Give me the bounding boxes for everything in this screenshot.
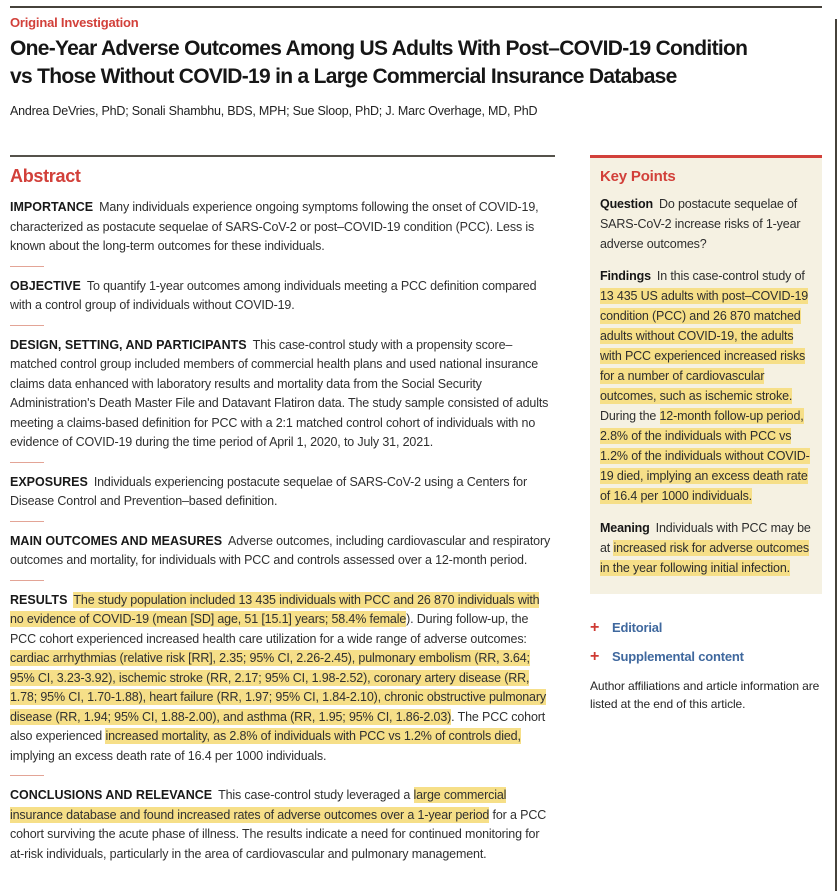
section-text: Individuals experiencing postacute sequelae of SARS-CoV-2 using a Centers for Disease Control and Prevention–based definition. [10,474,527,508]
section-text: The study population included 13 435 individuals with PCC and 26 870 individuals with no evidence of COVID-19 (mean [SD] age, 51 [15.1] years; 58.4% female). During follow-up, the PCC cohort experienced increased health care utilization for a wide range of adverse outcomes: cardiac arrhythmias (relative risk [RR], 2.35; 95% CI, 2.26-2.45), pulmonary embolism (RR, 3.64; 95% CI, 3.23-3.92), ischemic stroke (RR, 2.17; 95% CI, 1.98-2.52), coronary artery disease (RR, 1.78; 95% CI, 1.70-1.88), heart failure (RR, 1.97; 95% CI, 1.84-2.10), chronic obstructive pulmonary disease (RR, 1.94; 95% CI, 1.88-2.00), and asthma (RR, 1.95; 95% CI, 1.86-2.03). The PCC cohort also experienced increased mortality, as 2.8% of individuals with PCC vs 1.2% of controls died, implying an excess death rate of 16.4 per 1000 individuals. [10,592,546,763]
section-label: OBJECTIVE [10,278,81,293]
key-point-text: Do postacute sequelae of SARS-CoV-2 increase risks of 1-year adverse outcomes? [600,197,801,251]
section-divider [10,325,44,326]
key-point-text: Individuals with PCC may be at increased risk for adverse outcomes in the year following initial infection. [600,521,811,575]
section-divider [10,462,44,463]
section-text: To quantify 1-year outcomes among individuals meeting a PCC definition compared with a control group of individuals without COVID-19. [10,278,537,312]
page-top-rule [10,6,822,8]
supplemental-content-link[interactable] [590,649,822,664]
editorial-link-label: Editorial [612,620,663,635]
section-label: MAIN OUTCOMES AND MEASURES [10,533,223,548]
page-right-border [835,19,837,891]
sidebar [590,155,822,713]
sidebar-links [590,620,822,664]
article-authors: Andrea DeVries, PhD; Sonali Shambhu, BDS, MPH; Sue Sloop, PhD; J. Marc Overhage, MD, PhD [10,104,538,118]
editorial-link[interactable] [590,620,822,635]
section-label: DESIGN, SETTING, AND PARTICIPANTS [10,337,247,352]
section-text: Many individuals experience ongoing symptoms following the onset of COVID-19, characterized as postacute sequelae of SARS-CoV-2 or post–COVID-19 condition (PCC). Less is known about the long-term outcomes for these individuals. [10,200,539,253]
key-point-meaning [600,518,812,578]
supplemental-content-link-label: Supplemental content [612,649,744,664]
main-columns [10,155,822,864]
key-points-panel [590,155,822,594]
section-text: This case-control study with a propensity score–matched control group included members of commercial health plans and used national insurance claims data enhanced with laboratory results and mortality data from the Social Security Administration's Death Master File and Datavant Flatiron data. The study sample consisted of adults meeting a claims-based definition for PCC with a 2:1 matched control cohort of individuals with no evidence of COVID-19 during the time period of April 1, 2020, to July 31, 2021. [10,337,549,449]
section-label: IMPORTANCE [10,200,94,214]
abstract-section-results [10,591,555,767]
article-title-line2: vs Those Without COVID-19 in a Large Commercial Insurance Database [10,65,677,88]
plus-icon: + [590,648,600,665]
section-label: CONCLUSIONS AND RELEVANCE [10,788,213,802]
article-title-line1: One-Year Adverse Outcomes Among US Adults With Post–COVID-19 Condition [10,37,748,60]
section-divider [10,521,44,522]
plus-icon: + [590,619,600,636]
key-point-label: Meaning [600,521,650,535]
section-text: This case-control study leveraged a large commercial insurance database and found increased rates of adverse outcomes over a 1-year period for a PCC cohort surviving the acute phase of illness. The results indicate a need for continued monitoring for at-risk individuals, particularly in the area of cardiovascular and pulmonary management. [10,788,547,861]
abstract-section-conclusions [10,786,555,864]
abstract-column [10,155,555,864]
key-points-heading: Key Points [600,168,676,185]
section-divider [10,266,44,267]
abstract-section-design [10,336,555,453]
key-point-findings [600,266,812,506]
article-kicker: Original Investigation [10,15,139,30]
key-point-label: Question [600,197,653,211]
abstract-section-outcomes [10,532,555,571]
abstract-section-objective [10,277,555,316]
affiliation-note: Author affiliations and article information are listed at the end of this article. [590,679,820,711]
section-divider [10,580,44,581]
section-text: Adverse outcomes, including cardiovascular and respiratory outcomes and mortality, for individuals with PCC and controls assessed over a 12-month period. [10,533,551,567]
abstract-section-importance [10,198,555,257]
section-divider [10,775,44,776]
key-point-question [600,194,812,254]
section-label: EXPOSURES [10,474,88,489]
article-title [10,35,822,91]
key-point-label: Findings [600,269,651,283]
abstract-heading: Abstract [10,166,81,186]
key-point-text: In this case-control study of 13 435 US adults with post–COVID-19 condition (PCC) and 26 870 matched adults without COVID-19, the adults with PCC experienced increased risks for a number of cardiovascular outcomes, such as ischemic stroke. During the 12-month follow-up period, 2.8% of the individuals with PCC vs 1.2% of the individuals without COVID-19 died, implying an excess death rate of 16.4 per 1000 individuals. [600,269,810,503]
abstract-section-exposures [10,473,555,512]
section-label: RESULTS [10,592,68,607]
